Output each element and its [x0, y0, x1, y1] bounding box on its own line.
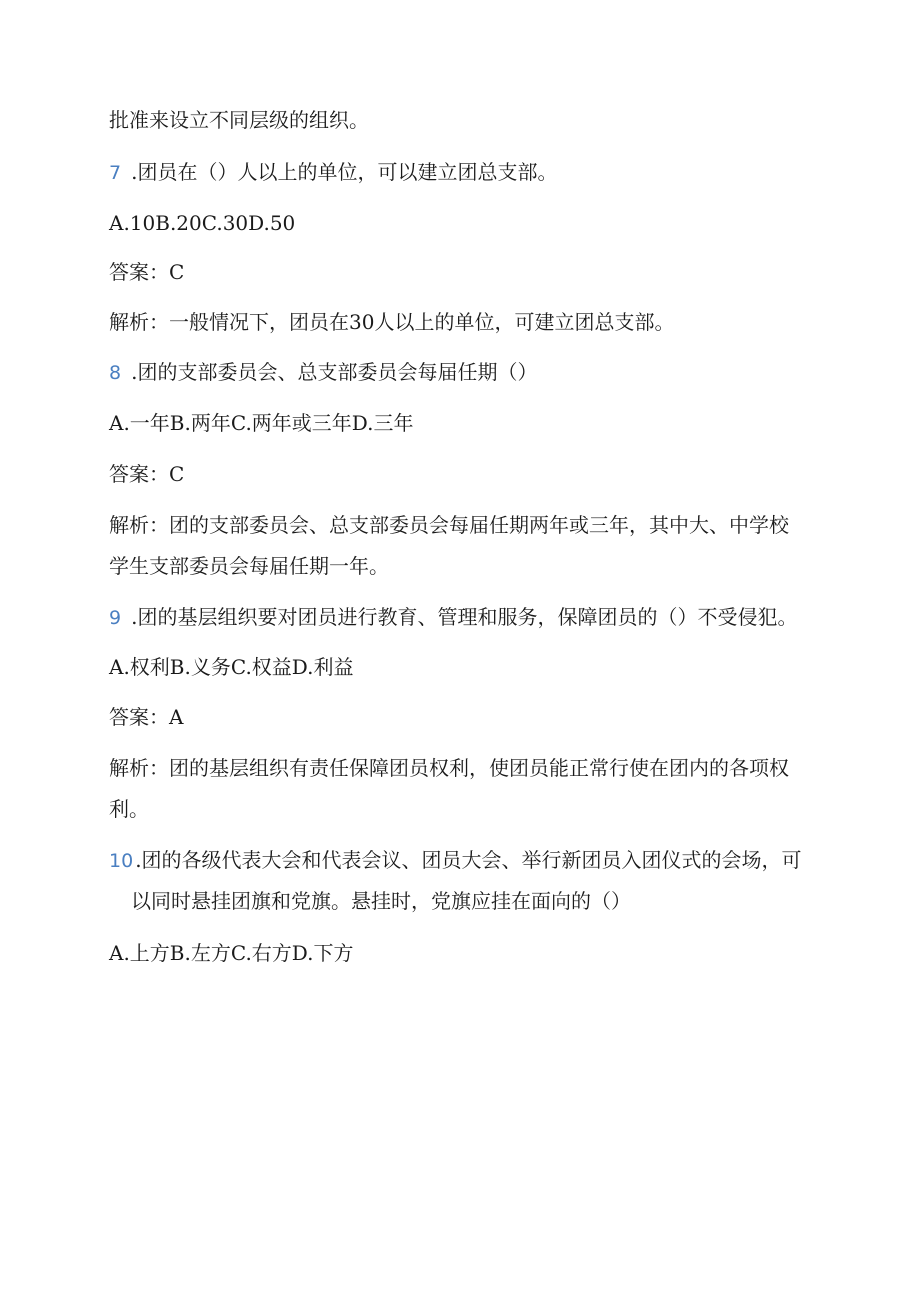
question-number: 9 — [109, 607, 122, 629]
question-9-analysis-line-1: 解析：团的基层组织有责任保障团员权利，使团员能正常行使在团内的各项权 — [109, 756, 789, 780]
question-8-analysis-line-2: 学生支部委员会每届任期一年。 — [109, 554, 389, 578]
question-7-stem — [109, 158, 557, 187]
question-stem-text: .团员在（）人以上的单位，可以建立团总支部。 — [131, 160, 558, 184]
question-8-answer: 答案：C — [109, 462, 185, 486]
question-number: 7 — [109, 162, 122, 184]
question-number: 10 — [109, 850, 134, 872]
question-7-analysis: 解析：一般情况下，团员在30人以上的单位，可建立团总支部。 — [109, 310, 675, 334]
question-9-analysis-line-2: 利。 — [109, 797, 149, 821]
question-10-stem-line-1 — [109, 846, 802, 875]
question-9-stem — [109, 603, 797, 632]
question-10-options: A.上方B.左方C.右方D.下方 — [109, 941, 354, 965]
question-stem-text: .团的各级代表大会和代表会议、团员大会、举行新团员入团仪式的会场，可 — [135, 848, 802, 872]
question-9-options: A.权利B.义务C.权益D.利益 — [109, 655, 354, 679]
question-7-answer: 答案：C — [109, 260, 185, 284]
question-10-stem-line-2: 以同时悬挂团旗和党旗。悬挂时，党旗应挂在面向的（） — [131, 889, 631, 913]
question-8-stem — [109, 358, 537, 387]
question-9-answer: 答案：A — [109, 705, 184, 729]
question-8-analysis-line-1: 解析：团的支部委员会、总支部委员会每届任期两年或三年，其中大、中学校 — [109, 513, 789, 537]
question-7-options: A.10B.20C.30D.50 — [109, 211, 296, 235]
question-stem-text: .团的基层组织要对团员进行教育、管理和服务，保障团员的（）不受侵犯。 — [131, 605, 798, 629]
question-number: 8 — [109, 362, 122, 384]
intro-tail: 批准来设立不同层级的组织。 — [109, 108, 369, 132]
question-8-options: A.一年B.两年C.两年或三年D.三年 — [109, 411, 414, 435]
question-stem-text: .团的支部委员会、总支部委员会每届任期（） — [131, 360, 538, 384]
